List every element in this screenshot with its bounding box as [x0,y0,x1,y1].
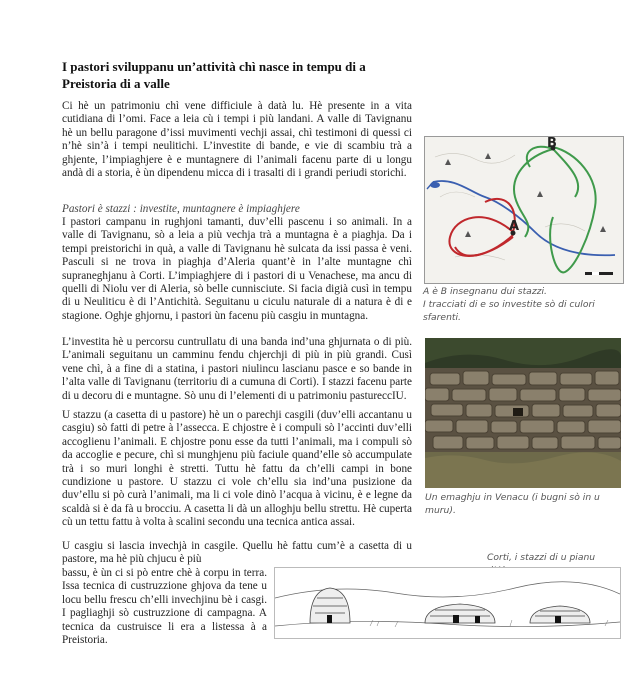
stazzi-sketch [274,567,621,639]
paragraph-pastori: I pastori campanu in rughjoni tamanti, duv’elli pascenu i so animali. In a valle di Tavignanu, sò a leia a più vechja trà a muntagna è a piaghja. Da i tempi preistorichi in quà, a valle di Tavignanu hè sulcata da issi passa è veni. Pasculi si ne trova in piaghja d’Aleria quant’è in l’alte muntagne chì supraneghjanu à Corti. L’impiaghjere di i pastori di u Venachese, ma ancu di quelli di Niolu ver di Aleria, sò belle cunnisciute. Si facia digià cusì in tempu di u Neuliticu è di l’Antichità. Seguitanu u ciculu naturale di a natura è di e stagione. Oghje ghjornu, i pastori ùn facenu più casgiu in muntagna. [62,216,412,322]
map-label-b: B [547,137,557,151]
sketch-caption: Corti, i stazzi di u pianu [487,552,596,563]
map-label-a: A [509,219,520,234]
paragraph-stazzu: U stazzu (a casetta di u pastore) hè un o parechji casgili (duv’elli accantanu u casgiu) sò fatti di petre à l’assecca. E chjostre è i compuli sò l’accinti duv’elli accoglienu l’animali. E chjostre ponu esse da tutti l’animali, ma i compuli sò da accoglie e pecure, chì si munghjenu più faciule quand’elle sò accumpulate trà i so muri longhi è stretti. Tuttu hè fattu da ch’elli campi in bone cundizione u pastore. U stazzu ci vole ch’ellu sia ind’una pusizione da duv’ellu si pò curà l’animali, ma li ci vole dinò l’acqua à vicinu, è e legne da scaldà si è da fà u brocciu. A casetta li dà un alloghju bellu strettu. Hè cuperta cù un tettu fattu à volta à scalini secondu una tecnica antica assai. [62,409,412,529]
stazzi-sketch-drawing [275,568,620,638]
section-subheading: Pastori è stazzi : investite, muntagnere è impiaghjere [62,203,300,215]
route-map [424,136,624,284]
photo-caption: Un emaghju in Venacu (i bugni sò in u muru). [425,492,600,516]
map-caption-line1: A è B insegnanu dui stazzi. [423,286,547,297]
lake-shape [430,182,440,188]
page-title: I pastori sviluppanu un’attività chì nasce in tempu di a Preistoria di a valle [62,59,366,91]
paragraph-casgiu-intro: U casgiu si lascia invechjà in casgile. Quellu hè fattu cum’è a casetta di u pastore, ma hè più chjucu è più [62,540,412,566]
intro-paragraph: Ci hè un patrimoniu chì vene difficiule à datà lu. Hè presente in a vita cutidiana di l’omi. Face a leia cù i tempi i più landani. A valle di Tavignanu hè un bellu paragone d’issi muvimenti vechji assai, chì testimoni di quessi ci n’hè sin’à i tempi neulitichi. L’investite di bande, e vie di scambiu trà a ghjente, l’impiaghjere è e muntagnere di l’animali facenu parte di u longu andà di a storia, è ùn dipendenu micca di i trasalti di i grandi periudi storichi. [62,100,412,180]
paragraph-casgiu-rest: bassu, è ùn ci si pò entre chè à corpu in terra. Issa tecnica di custruzzione ghjova da tene u locu bellu frescu ch’elli invechjinu bè i casgi. I pagliaghji sò custruzzione di campagna. A tecnica da custruisce li era a listessa à a Preistoria. [62,567,267,647]
stone-wall-photo [425,338,621,488]
paragraph-investita: L’investita hè u percorsu cuntrullatu di una banda ind’una ghjurnata o di più. L’animali seguitanu un camminu fendu chjerchji di più in più grandi. Cusì vene chì, à a fine di a statina, i pastori niulincu lascianu pasce e so bande in l’alta valle di Tavignanu (territoriu di a cumuna di Corti). I stazzi facenu parte di u decoru di e muntagne. Sò unu di l’elementi di u patrimoniu pastureccIU. [62,336,412,402]
map-caption-line2: I tracciati di e so investite sò di culori sfarenti. [423,299,595,323]
route-map-drawing [425,137,623,283]
stone-wall-drawing [425,338,621,488]
